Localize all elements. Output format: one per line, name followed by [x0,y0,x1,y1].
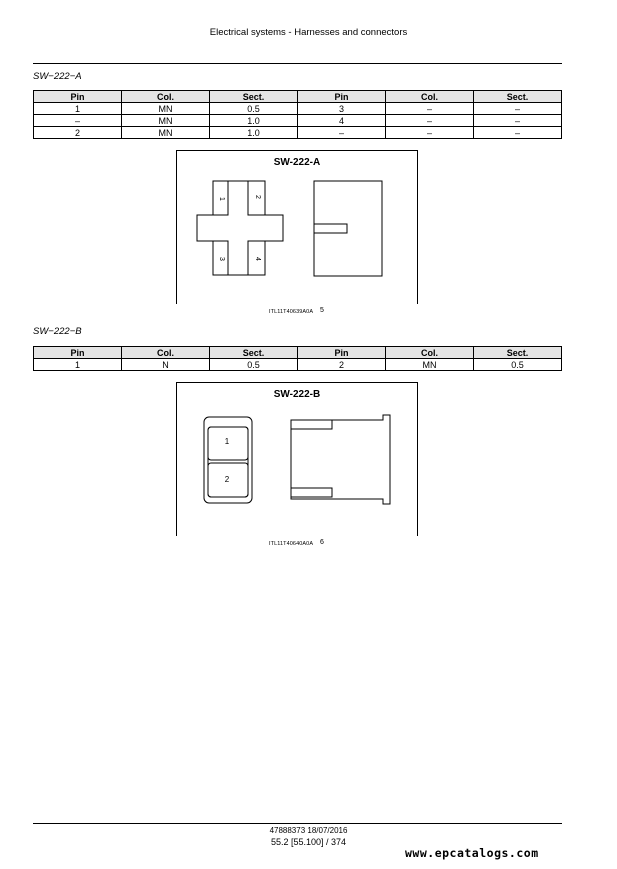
pin-label: 1 [218,197,225,201]
table-cell: – [474,115,562,127]
section-title-sw-222-a: SW−222−A [33,71,82,82]
table-cell: 1 [34,103,122,115]
table-header-row [34,347,562,359]
table-row [34,115,562,127]
watermark-text: www.epcatalogs.com [405,846,539,860]
table-cell: MN [122,127,210,139]
table-cell: 0.5 [210,359,298,371]
pin-table-sw-222-b [33,346,562,371]
figure-number: 6 [320,539,324,546]
column-header: Pin [298,347,386,359]
table-cell: 1 [34,359,122,371]
column-header: Col. [386,347,474,359]
connector-side-view [291,415,390,504]
table-row [34,359,562,371]
page-header-title: Electrical systems - Harnesses and connectors [209,27,408,38]
table-cell: – [474,103,562,115]
footer-page-ref: 55.2 [55.100] / 374 [270,837,347,847]
table-header-row [34,91,562,103]
table-cell: – [298,127,386,139]
pin-label: 2 [254,195,261,199]
diagram-title: SW-222-A [273,157,321,168]
column-header: Col. [122,91,210,103]
connector-diagram-sw-222-b [176,382,418,536]
table-cell: – [34,115,122,127]
table-cell: 4 [298,115,386,127]
figure-number: 5 [320,307,324,314]
table-cell: – [386,115,474,127]
table-row [34,103,562,115]
table-cell: 0.5 [210,103,298,115]
connector-drawing-a [177,151,417,305]
column-header: Sect. [474,347,562,359]
column-header: Col. [386,91,474,103]
diagram-title: SW-222-B [273,389,321,400]
column-header: Pin [298,91,386,103]
table-cell: 1.0 [210,115,298,127]
column-header: Pin [34,91,122,103]
table-cell: – [386,103,474,115]
connector-drawing-b [177,383,417,537]
table-cell: 3 [298,103,386,115]
table-cell: 0.5 [474,359,562,371]
section-title-sw-222-b: SW−222−B [33,326,82,337]
pin-label: 3 [218,257,225,261]
connector-diagram-sw-222-a [176,150,418,304]
footer-doc-ref: 47888373 18/07/2016 [269,826,348,835]
pin-table-sw-222-a [33,90,562,139]
connector-side-view [314,181,382,276]
table-cell: 2 [298,359,386,371]
connector-latch [291,420,332,429]
column-header: Sect. [474,91,562,103]
pin-label: 2 [224,475,230,484]
table-cell: – [474,127,562,139]
table-row [34,127,562,139]
table-cell: MN [122,103,210,115]
column-header: Col. [122,347,210,359]
connector-latch [314,224,347,233]
figure-code: ITL11T40639A0A [269,309,314,315]
table-cell: – [386,127,474,139]
pin-label: 1 [224,437,230,446]
connector-face-outline [197,181,283,275]
header-rule [33,63,562,64]
pin-label: 4 [254,257,261,261]
column-header: Pin [34,347,122,359]
table-cell: N [122,359,210,371]
table-cell: 1.0 [210,127,298,139]
footer-rule [33,823,562,824]
column-header: Sect. [210,347,298,359]
column-header: Sect. [210,91,298,103]
figure-code: ITL11T40640A0A [269,541,314,547]
connector-latch [291,488,332,497]
table-cell: 2 [34,127,122,139]
table-cell: MN [386,359,474,371]
table-cell: MN [122,115,210,127]
